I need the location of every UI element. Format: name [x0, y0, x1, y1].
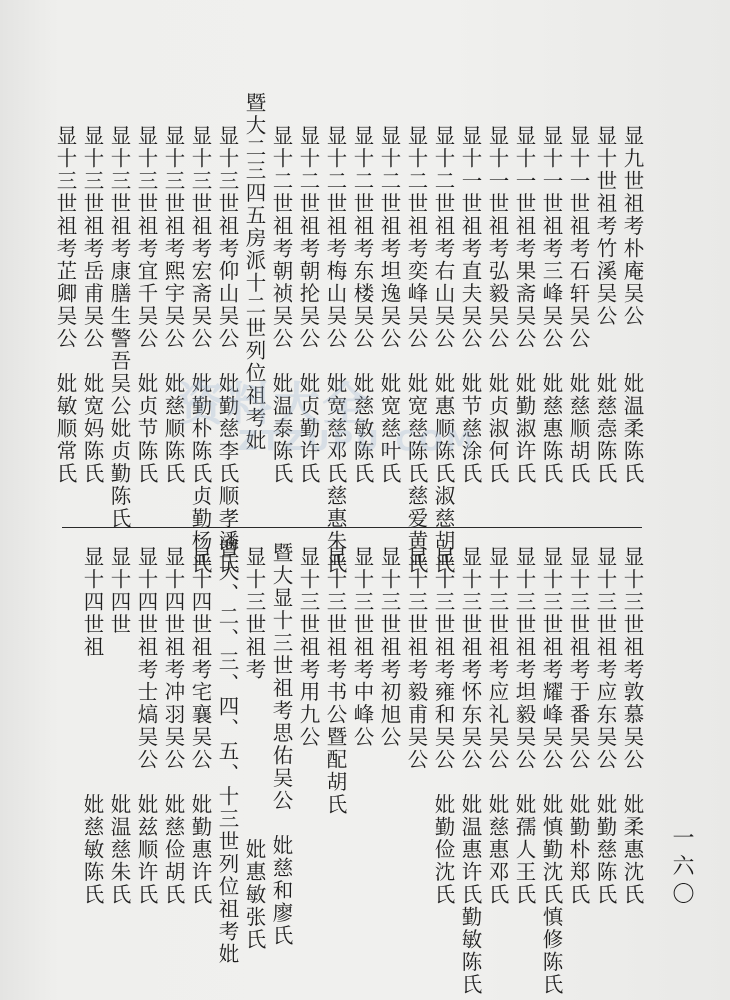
- lower-column-heading: 暨大显十三世祖考思佑吴公 妣慈和廖氏: [269, 542, 293, 947]
- upper-column: 显十一世祖考弘毅吴公 妣贞淑何氏: [485, 125, 509, 485]
- upper-column: 显十三世祖考宏斋吴公 妣勤朴陈氏贞勤杨氏: [188, 125, 212, 575]
- lower-column: 显十三世祖考于番吴公 妣勤朴郑氏: [566, 546, 590, 906]
- lower-column-heading: 暨大、二、三、四、五、十三世列位祖考妣: [215, 538, 239, 966]
- lower-column: 显十三世祖考书公暨配胡氏: [323, 546, 347, 816]
- lower-column: 显十三世祖考中峰公: [350, 546, 374, 749]
- lower-column: 显十三世祖考用九公: [296, 546, 320, 749]
- lower-column: 显十三世祖考初旭公: [377, 546, 401, 749]
- upper-column: 显十三世祖考熙宇吴公 妣慈顺陈氏: [161, 125, 185, 485]
- upper-column: 显十三世祖考岳甫吴公 妣宽妈陈氏: [80, 125, 104, 485]
- upper-column: 显十一世祖考三峰吴公 妣慈惠陈氏: [539, 125, 563, 485]
- lower-column: 显十三世祖考应东吴公 妣勤慈陈氏: [593, 546, 617, 906]
- lower-column: 显十四世祖 妣慈敏陈氏: [80, 546, 104, 906]
- lower-column: 显十四世祖考士熇吴公 妣兹顺许氏: [134, 546, 158, 906]
- upper-column: 显十一世祖考石轩吴公 妣慈顺胡氏: [566, 125, 590, 485]
- watermark-url: ZTZUPU.COM: [238, 424, 477, 457]
- lower-column: 显十四世祖考宅襄吴公 妣勤惠许氏: [188, 546, 212, 906]
- upper-column: 显十二世祖考东楼吴公 妣慈敏陈氏: [350, 125, 374, 485]
- upper-column: 显十二世祖考奕峰吴公 妣宽慈陈氏慈爱黄氏: [404, 125, 428, 575]
- upper-column: 显十世祖考竹溪吴公 妣慈悫陈氏: [593, 125, 617, 485]
- section-divider: [62, 527, 642, 528]
- lower-column: 显十三世祖考毅甫吴公: [404, 546, 428, 771]
- upper-column: 显十二世祖考朝抡吴公 妣贞勤许氏: [296, 125, 320, 485]
- upper-column: 显十三世祖考芷卿吴公 妣敏顺常氏: [53, 125, 77, 485]
- upper-column: 显十一世祖考果斋吴公 妣勤淑许氏: [512, 125, 536, 485]
- lower-column: 显十三世祖考敦慕吴公 妣柔惠沈氏: [620, 546, 644, 906]
- lower-column: 显十三世祖考雍和吴公 妣勤俭沈氏: [431, 546, 455, 906]
- lower-column: 显十三世祖考坦毅吴公 妣孺人王氏: [512, 546, 536, 906]
- lower-column: 显十三世祖考 妣惠敏张氏: [242, 546, 266, 951]
- lower-column: 显十四世 妣温慈朱氏: [107, 546, 131, 906]
- lower-column: 显十三世祖考耀峰吴公 妣慎勤沈氏慎修陈氏: [539, 546, 563, 996]
- lower-column: 显十三世祖考怀东吴公 妣温惠许氏勤敏陈氏: [458, 546, 482, 996]
- upper-column: 显十二世祖考梅山吴公 妣宽慈邓氏慈惠朱氏: [323, 125, 347, 575]
- upper-column: 显十一世祖考直夫吴公 妣节慈涂氏: [458, 125, 482, 485]
- upper-column: 显十二世祖考坦逸吴公 妣宽慈叶氏: [377, 125, 401, 485]
- upper-column: 显十三世祖考宜千吴公 妣贞节陈氏: [134, 125, 158, 485]
- upper-column-heading: 暨大二三四五房派十二世列位祖考妣: [242, 92, 266, 452]
- watermark-text: 资料大全: [178, 377, 370, 431]
- lower-column: 显十四世祖考冲羽吴公 妣慈俭胡氏: [161, 546, 185, 906]
- upper-column: 显十三世祖考仰山吴公 妣勤慈李氏顺孝潘氏: [215, 125, 239, 575]
- page-number: 一六〇: [669, 826, 694, 910]
- upper-column: 显十二世祖考朝祯吴公 妣温泰陈氏: [269, 125, 293, 485]
- lower-column: 显十三世祖考应礼吴公 妣慈惠邓氏: [485, 546, 509, 906]
- upper-column: 显九世祖考朴庵吴公 妣温柔陈氏: [620, 125, 644, 485]
- upper-column: 显十二世祖考右山吴公 妣惠顺陈氏淑慈胡氏: [431, 125, 455, 575]
- upper-column: 显十三世祖考康膳生警吾吴公妣贞勤陈氏: [107, 125, 131, 530]
